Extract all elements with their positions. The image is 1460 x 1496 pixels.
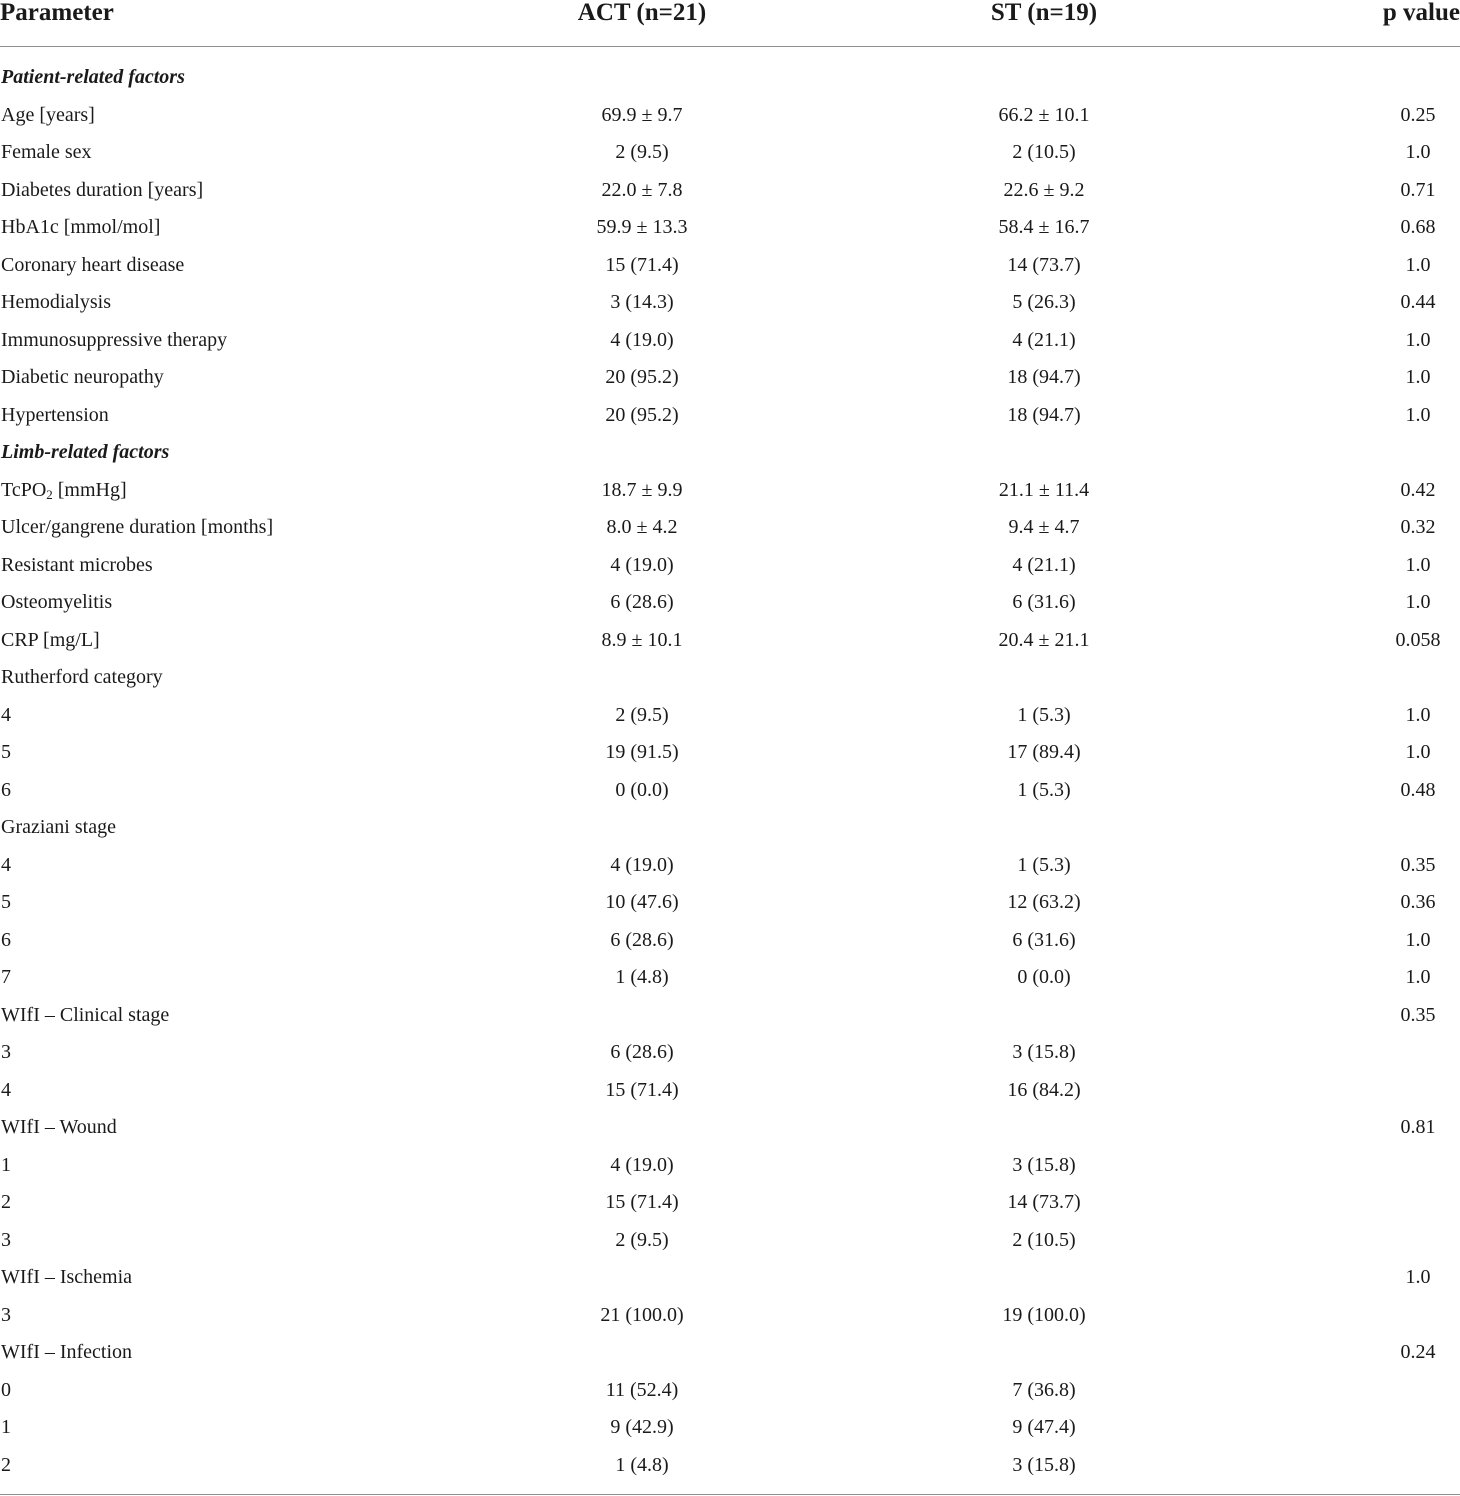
cell-p-value: 0.36: [1400, 891, 1436, 913]
row-label: Diabetic neuropathy: [1, 366, 164, 388]
row-label: 5: [1, 891, 11, 913]
row-label: 4: [1, 703, 11, 726]
cell-p-value: 0.35: [1400, 1003, 1436, 1026]
cell-act: 4 (19.0): [610, 1153, 674, 1176]
cell-act: 3 (14.3): [610, 291, 674, 313]
table-row: [0, 359, 1460, 397]
row-label: 1: [1, 1416, 11, 1438]
cell-st: 18 (94.7): [1007, 366, 1081, 388]
cell-st: 1 (5.3): [1017, 853, 1071, 876]
cell-act: 69.9 ± 9.7: [601, 103, 683, 126]
cell-st: 2 (10.5): [1012, 141, 1076, 163]
row-label: Immunosuppressive therapy: [1, 328, 228, 351]
table-row: [0, 209, 1460, 247]
table-row: [0, 284, 1460, 322]
header-st: ST (n=19): [990, 0, 1098, 26]
cell-st: 1 (5.3): [1017, 703, 1071, 726]
table-row: [0, 772, 1460, 810]
cell-p-value: 1.0: [1405, 553, 1431, 576]
section-header-row: [0, 59, 1460, 97]
cell-p-value: 0.44: [1400, 291, 1436, 313]
header-act: ACT (n=21): [577, 0, 707, 26]
cell-act: 15 (71.4): [605, 253, 679, 276]
row-label: WIfI – Clinical stage: [1, 1003, 170, 1026]
row-label: Ulcer/gangrene duration [months]: [1, 516, 274, 538]
table-row: [0, 1447, 1460, 1485]
cell-act: 11 (52.4): [605, 1378, 679, 1401]
table-row: [0, 959, 1460, 997]
cell-act: 0 (0.0): [615, 778, 669, 801]
row-label: Female sex: [1, 141, 92, 163]
cell-act: 1 (4.8): [615, 1453, 669, 1476]
table-row: [0, 134, 1460, 172]
cell-st: 22.6 ± 9.2: [1003, 178, 1085, 201]
table-row: [0, 509, 1460, 547]
table-row: [0, 1372, 1460, 1410]
cell-st: 5 (26.3): [1012, 291, 1076, 313]
cell-act: 2 (9.5): [615, 703, 669, 726]
cell-p-value: 0.81: [1400, 1116, 1436, 1138]
cell-p-value: 0.32: [1400, 516, 1436, 538]
row-label: 3: [1, 1041, 11, 1063]
cell-p-value: 0.42: [1400, 478, 1436, 501]
cell-st: 20.4 ± 21.1: [998, 628, 1090, 651]
cell-st: 17 (89.4): [1007, 741, 1081, 763]
cell-act: 19 (91.5): [605, 741, 679, 763]
row-label: Hemodialysis: [1, 291, 111, 313]
cell-act: 2 (9.5): [615, 141, 669, 163]
row-label: Osteomyelitis: [1, 591, 113, 613]
cell-p-value: 0.25: [1400, 103, 1436, 126]
cell-st: 4 (21.1): [1012, 328, 1076, 351]
row-label: Hypertension: [1, 403, 109, 426]
row-label: 5: [1, 741, 11, 763]
cell-act: 8.9 ± 10.1: [601, 628, 683, 651]
row-label: 0: [1, 1378, 11, 1401]
cell-act: 8.0 ± 4.2: [606, 516, 678, 538]
cell-act: 20 (95.2): [605, 366, 679, 388]
cell-act: 21 (100.0): [600, 1303, 684, 1326]
cell-st: 2 (10.5): [1012, 1228, 1076, 1251]
table-row: [0, 809, 1460, 847]
header-p-value: p value: [1382, 0, 1460, 26]
row-label: WIfI – Wound: [1, 1116, 117, 1138]
cell-p-value: 0.058: [1395, 628, 1441, 651]
table-body: [0, 59, 1460, 1484]
cell-st: 21.1 ± 11.4: [998, 478, 1090, 501]
table-row: [0, 697, 1460, 735]
cell-st: 66.2 ± 10.1: [998, 103, 1090, 126]
table-row: [0, 584, 1460, 622]
table-row: [0, 1409, 1460, 1447]
cell-act: 4 (19.0): [610, 553, 674, 576]
cell-act: 6 (28.6): [610, 591, 674, 613]
table-row: [0, 1072, 1460, 1110]
header-parameter: Parameter: [0, 0, 114, 26]
row-label: Rutherford category: [1, 666, 163, 688]
table-row: [0, 659, 1460, 697]
cell-act: 4 (19.0): [610, 328, 674, 351]
table-row: [0, 1034, 1460, 1072]
cell-act: 18.7 ± 9.9: [601, 478, 683, 501]
row-label: HbA1c [mmol/mol]: [1, 216, 161, 238]
row-label: 2: [1, 1453, 11, 1476]
cell-act: 2 (9.5): [615, 1228, 669, 1251]
table-row: [0, 1222, 1460, 1260]
cell-p-value: 1.0: [1405, 403, 1431, 426]
row-label: 1: [1, 1153, 11, 1176]
table-row: [0, 997, 1460, 1035]
row-label: 6: [1, 778, 11, 801]
row-label: WIfI – Ischemia: [1, 1266, 133, 1288]
table-row: [0, 472, 1460, 510]
row-label: Resistant microbes: [1, 553, 153, 576]
cell-p-value: 1.0: [1405, 741, 1431, 763]
row-label: 4: [1, 853, 11, 876]
cell-st: 9 (47.4): [1012, 1416, 1076, 1438]
table-row: [0, 734, 1460, 772]
cell-p-value: 1.0: [1405, 141, 1431, 163]
cell-st: 3 (15.8): [1012, 1153, 1076, 1176]
row-label: Diabetes duration [years]: [1, 178, 204, 201]
cell-st: 4 (21.1): [1012, 553, 1076, 576]
table-row: [0, 1334, 1460, 1372]
cell-act: 10 (47.6): [605, 891, 679, 913]
cell-st: 3 (15.8): [1012, 1453, 1076, 1476]
section-label: Limb-related factors: [1, 441, 170, 463]
row-label: Age [years]: [1, 103, 95, 126]
row-label: 3: [1, 1228, 11, 1251]
cell-st: 0 (0.0): [1017, 966, 1071, 988]
table-row: [0, 322, 1460, 360]
cell-p-value: 0.24: [1400, 1341, 1436, 1363]
table-row: [0, 1259, 1460, 1297]
table-row: [0, 97, 1460, 135]
table-row: [0, 1184, 1460, 1222]
cell-p-value: 1.0: [1405, 591, 1431, 613]
cell-p-value: 0.68: [1400, 216, 1436, 238]
row-label: 3: [1, 1303, 11, 1326]
cell-st: 9.4 ± 4.7: [1008, 516, 1080, 538]
cell-p-value: 0.48: [1400, 778, 1436, 801]
cell-act: 6 (28.6): [610, 928, 674, 951]
table-row: [0, 172, 1460, 210]
cell-st: 18 (94.7): [1007, 403, 1081, 426]
cell-act: 15 (71.4): [605, 1078, 679, 1101]
cell-p-value: 1.0: [1405, 703, 1431, 726]
cell-p-value: 1.0: [1405, 1266, 1431, 1288]
cell-st: 6 (31.6): [1012, 928, 1076, 951]
table-row: [0, 1147, 1460, 1185]
table-row: [0, 847, 1460, 885]
cell-act: 6 (28.6): [610, 1041, 674, 1063]
cell-act: 15 (71.4): [605, 1191, 679, 1213]
row-label: CRP [mg/L]: [1, 628, 100, 651]
bottom-rule: [0, 1494, 1460, 1495]
cell-p-value: 1.0: [1405, 966, 1431, 988]
row-label: 4: [1, 1078, 11, 1101]
row-label: [1, 472, 127, 510]
cell-st: 1 (5.3): [1017, 778, 1071, 801]
row-label: WIfI – Infection: [1, 1341, 133, 1363]
row-label: Coronary heart disease: [1, 253, 185, 276]
cell-act: 20 (95.2): [605, 403, 679, 426]
table-header: [0, 0, 1460, 47]
cell-st: 12 (63.2): [1007, 891, 1081, 913]
cell-st: 16 (84.2): [1007, 1078, 1081, 1101]
cell-p-value: 0.35: [1400, 853, 1436, 876]
cell-act: 59.9 ± 13.3: [596, 216, 688, 238]
cell-st: 6 (31.6): [1012, 591, 1076, 613]
row-label: 7: [1, 966, 11, 988]
section-header-row: [0, 434, 1460, 472]
row-label: 2: [1, 1191, 11, 1213]
cell-st: 7 (36.8): [1012, 1378, 1076, 1401]
row-label: 6: [1, 928, 11, 951]
cell-act: 1 (4.8): [615, 966, 669, 988]
table-row: [0, 884, 1460, 922]
row-label-text: TcPO: [1, 478, 47, 501]
table-row: [0, 547, 1460, 585]
cell-st: 14 (73.7): [1007, 253, 1081, 276]
cell-st: 58.4 ± 16.7: [998, 216, 1090, 238]
table-row: [0, 622, 1460, 660]
cell-p-value: 1.0: [1405, 928, 1431, 951]
row-label-subscript: 2: [46, 486, 53, 502]
cell-st: 14 (73.7): [1007, 1191, 1081, 1213]
cell-p-value: 1.0: [1405, 328, 1431, 351]
section-label: Patient-related factors: [1, 66, 185, 88]
table-row: [0, 1297, 1460, 1335]
cell-act: 22.0 ± 7.8: [601, 178, 683, 201]
row-label: Graziani stage: [1, 816, 116, 838]
cell-st: 3 (15.8): [1012, 1041, 1076, 1063]
cell-st: 19 (100.0): [1002, 1303, 1086, 1326]
cell-p-value: 1.0: [1405, 366, 1431, 388]
cell-act: 4 (19.0): [610, 853, 674, 876]
cell-p-value: 1.0: [1405, 253, 1431, 276]
cell-act: 9 (42.9): [610, 1416, 674, 1438]
table-row: [0, 922, 1460, 960]
table-row: [0, 1109, 1460, 1147]
cell-p-value: 0.71: [1400, 178, 1436, 201]
row-label-suffix: [mmHg]: [52, 478, 127, 501]
table-row: [0, 247, 1460, 285]
table-row: [0, 397, 1460, 435]
